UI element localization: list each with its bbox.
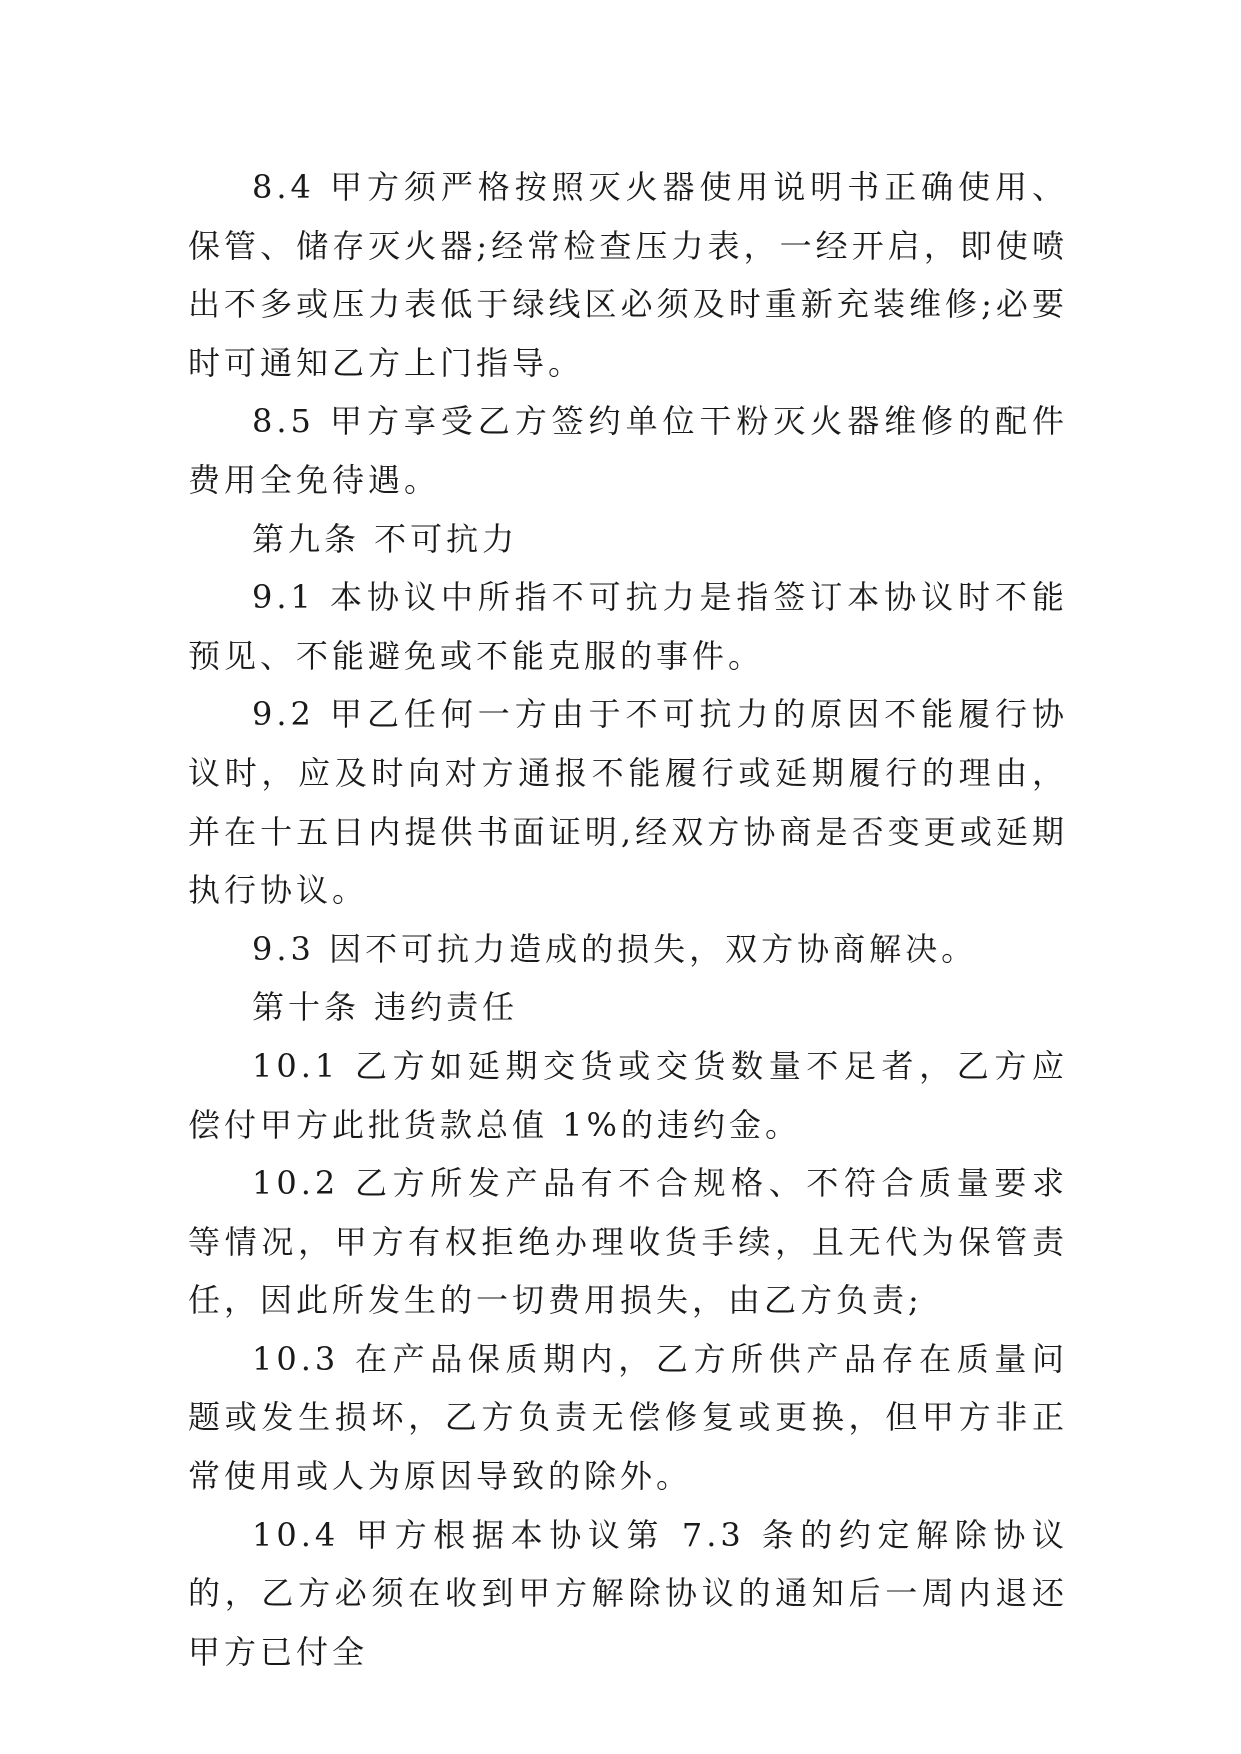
clause-8-4: 8.4 甲方须严格按照灭火器使用说明书正确使用、保管、储存灭火器;经常检查压力表，一经开启，即使喷出不多或压力表低于绿线区必须及时重新充装维修;必要时可通知乙方上门指导。 [188, 168, 1068, 382]
clause-8-5: 8.5 甲方享受乙方签约单位干粉灭火器维修的配件费用全免待遇。 [188, 402, 1068, 499]
clause-9-3: 9.3 因不可抗力造成的损失，双方协商解决。 [252, 929, 978, 968]
clause-10-3: 10.3 在产品保质期内，乙方所供产品存在质量问题或发生损坏，乙方负责无偿修复或更换，但甲方非正常使用或人为原因导致的除外。 [188, 1339, 1068, 1496]
clause-10-1: 10.1 乙方如延期交货或交货数量不足者，乙方应偿付甲方此批货款总值 1%的违约金。 [188, 1046, 1068, 1144]
document-body [188, 158, 1068, 1681]
clause-10-4: 10.4 甲方根据本协议第 7.3 条的约定解除协议的，乙方必须在收到甲方解除协议的通知后一周内退还甲方已付全 [188, 1515, 1068, 1671]
clause-10-2: 10.2 乙方所发产品有不合规格、不符合质量要求等情况，甲方有权拒绝办理收货手续，且无代为保管责任，因此所发生的一切费用损失，由乙方负责; [188, 1164, 1068, 1320]
clause-9-2: 9.2 甲乙任何一方由于不可抗力的原因不能履行协议时，应及时向对方通报不能履行或延期履行的理由，并在十五日内提供书面证明,经双方协商是否变更或延期执行协议。 [188, 695, 1068, 910]
article-10-heading: 第十条 违约责任 [252, 988, 519, 1027]
clause-9-1: 9.1 本协议中所指不可抗力是指签订本协议时不能预见、不能避免或不能克服的事件。 [188, 578, 1068, 675]
article-9-heading: 第九条 不可抗力 [252, 519, 519, 558]
